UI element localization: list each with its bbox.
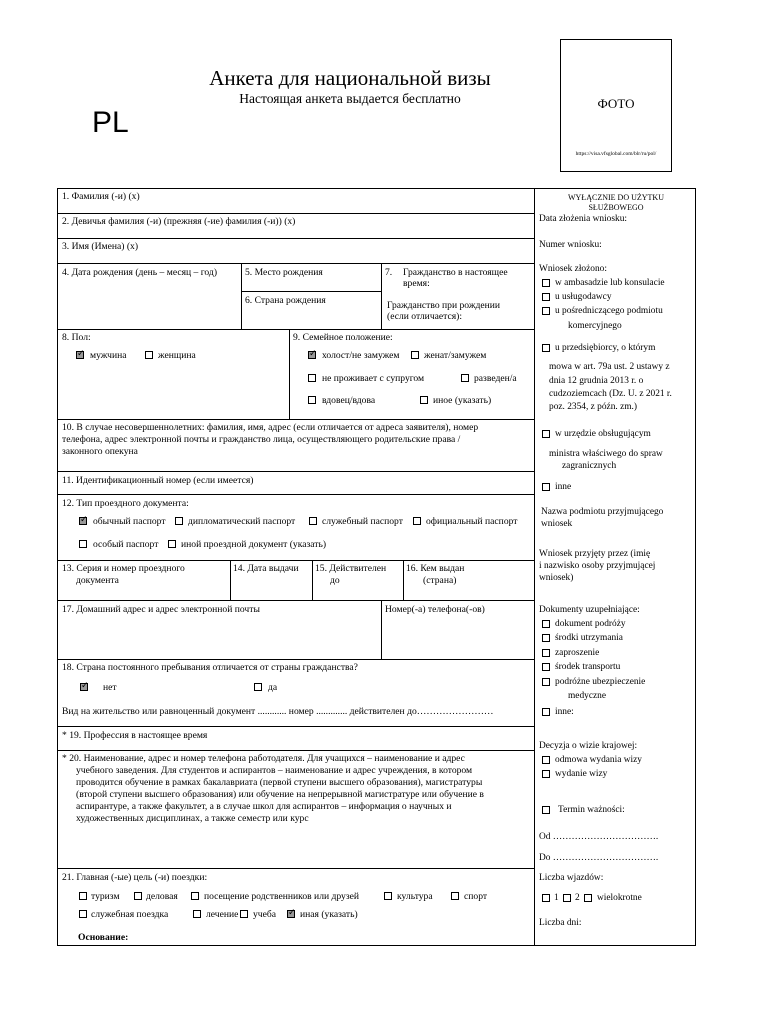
entries-1-checkbox[interactable]: [542, 894, 550, 902]
purpose-sport-checkbox[interactable]: [451, 892, 459, 900]
doc-invitation-checkbox[interactable]: [542, 649, 550, 657]
marital-married-checkbox[interactable]: [411, 351, 419, 359]
purpose-culture-checkbox[interactable]: [384, 892, 392, 900]
validity-from: Od …………………………….: [539, 832, 659, 842]
entries-multi-checkbox[interactable]: [584, 894, 592, 902]
purpose-official-label: служебная поездка: [91, 909, 169, 920]
doc-transport-checkbox[interactable]: [542, 663, 550, 671]
residence-yes-label: да: [268, 682, 278, 693]
filed-office-label: w urzędzie obsługującym: [555, 429, 651, 439]
field-9-marital-status: 9. Семейное положение:: [293, 332, 393, 343]
entries-label: Liczba wjazdów:: [539, 873, 604, 883]
law-line-2: dnia 12 grudnia 2013 r. o: [549, 376, 644, 386]
purpose-official-checkbox[interactable]: [79, 910, 87, 918]
field-21-purpose: 21. Главная (-ые) цель (-и) поездки:: [62, 872, 208, 883]
field-12-doc-type: 12. Тип проездного документа:: [62, 498, 189, 509]
law-line-3: cudzoziemcach (Dz. U. z 2021 r.: [549, 389, 672, 399]
photo-box: [560, 39, 672, 172]
purpose-business-checkbox[interactable]: [134, 892, 142, 900]
filed-office-checkbox[interactable]: [542, 430, 550, 438]
entries-2-checkbox[interactable]: [563, 894, 571, 902]
field-17-address: 17. Домашний адрес и адрес электронной почты: [62, 604, 260, 615]
doc-service-checkbox[interactable]: [309, 517, 317, 525]
purpose-other-checkbox[interactable]: [287, 910, 295, 918]
accepted-line-2: i nazwisko osoby przyjmującej: [539, 561, 656, 571]
field-20-line1: * 20. Наименование, адрес и номер телефона работодателя. Для учащихся – наименование и адрес: [62, 753, 465, 764]
doc-special-checkbox[interactable]: [79, 540, 87, 548]
sex-female-checkbox[interactable]: [145, 351, 153, 359]
residence-yes-checkbox[interactable]: [254, 683, 262, 691]
field-8-sex: 8. Пол:: [62, 332, 91, 343]
field-20-line3: проводится обучение в рамках бакалавриата (первой ступени высшего образования), магистратуры: [76, 777, 483, 788]
entries-multi-label: wielokrotne: [597, 893, 642, 903]
photo-url: https://visa.vfsglobal.com/blr/ru/pol/: [575, 151, 657, 157]
field-7-citizenship-cont: время:: [403, 278, 430, 289]
field-18-residence: 18. Страна постоянного пребывания отличается от страны гражданства?: [62, 662, 358, 673]
purpose-study-checkbox[interactable]: [240, 910, 248, 918]
purpose-treatment-label: лечение: [206, 909, 239, 920]
filed-intermediary-label: u pośredniczącego podmiotu: [555, 306, 663, 316]
field-16-issued-by: 16. Кем выдан: [406, 563, 465, 574]
field-6-birth-country: 6. Страна рождения: [245, 295, 326, 306]
purpose-treatment-checkbox[interactable]: [193, 910, 201, 918]
doc-travel-checkbox[interactable]: [542, 620, 550, 628]
sidebar-filed: Wniosek złożono:: [539, 264, 607, 274]
residence-no-checkbox[interactable]: [80, 683, 88, 691]
law-line-1: mowa w art. 79a ust. 2 ustawy z: [549, 362, 670, 372]
filed-entrepreneur-label: u przedsiębiorcy, o którym: [555, 343, 656, 353]
purpose-culture-label: культура: [397, 891, 433, 902]
field-10-line2: телефона, адрес электронной почты и гражданство лица, осуществляющего родительские права /: [62, 434, 461, 445]
decision-issued-label: wydanie wizy: [555, 769, 608, 779]
filed-embassy-label: w ambasadzie lub konsulacie: [555, 278, 665, 288]
law-line-4: poz. 2354, z późn. zm.): [549, 402, 637, 412]
field-19-occupation: * 19. Профессия в настоящее время: [62, 730, 208, 741]
filed-intermediary-checkbox[interactable]: [542, 307, 550, 315]
sidebar-number: Numer wniosku:: [539, 240, 602, 250]
purpose-study-label: учеба: [253, 909, 277, 920]
purpose-tourism-checkbox[interactable]: [79, 892, 87, 900]
validity-to: Do …………………………….: [539, 853, 659, 863]
doc-means-checkbox[interactable]: [542, 634, 550, 642]
form-subtitle: Настоящая анкета выдается бесплатно: [239, 91, 461, 106]
field-14-issue-date: 14. Дата выдачи: [233, 563, 299, 574]
purpose-tourism-label: туризм: [91, 891, 120, 902]
filed-entrepreneur-checkbox[interactable]: [542, 344, 550, 352]
sex-male-label: мужчина: [90, 350, 127, 361]
doc-official-label: официальный паспорт: [426, 516, 518, 527]
marital-divorced-label: разведен/а: [474, 373, 517, 384]
decision-issued-checkbox[interactable]: [542, 770, 550, 778]
decision-refusal-label: odmowa wydania wizy: [555, 755, 642, 765]
filed-other-checkbox[interactable]: [542, 483, 550, 491]
doc-ordinary-label: обычный паспорт: [93, 516, 166, 527]
field-7-number: 7.: [385, 267, 393, 278]
decision-refusal-checkbox[interactable]: [542, 756, 550, 764]
doc-insurance-label: podróżne ubezpieczenie: [555, 677, 646, 687]
sidebar-title-1: WYŁĄCZNIE DO UŻYTKU: [568, 193, 664, 202]
purpose-other-label: иная (указать): [300, 909, 358, 920]
doc-other-side-label: inne:: [555, 707, 574, 717]
form-title: Анкета для национальной визы: [209, 66, 491, 90]
purpose-sport-label: спорт: [464, 891, 488, 902]
field-16-issued-by-cont: (страна): [423, 575, 457, 586]
field-13-doc-number-cont: документа: [76, 575, 119, 586]
application-form: [57, 188, 696, 946]
filed-provider-label: u usługodawcy: [555, 292, 612, 302]
doc-diplomatic-checkbox[interactable]: [175, 517, 183, 525]
entries-2-label: 2: [575, 893, 580, 903]
doc-travel-label: dokument podróży: [555, 619, 626, 629]
field-11-id-number: 11. Идентификационный номер (если имеется): [62, 475, 254, 486]
sex-male-checkbox[interactable]: [76, 351, 84, 359]
filed-intermediary-cont: komercyjnego: [568, 321, 622, 331]
field-7-citizenship: Гражданство в настоящее: [403, 267, 508, 278]
field-15-valid-until: 15. Действителен: [315, 563, 387, 574]
filed-provider-checkbox[interactable]: [542, 293, 550, 301]
sidebar-divider: [534, 189, 535, 946]
country-code: PL: [92, 106, 129, 139]
doc-other-side-checkbox[interactable]: [542, 708, 550, 716]
field-10-line1: 10. В случае несовершеннолетних: фамилия, имя, адрес (если отличается от адреса заявителя), номер: [62, 422, 479, 433]
field-1-surname: 1. Фамилия (-и) (x): [62, 191, 140, 202]
sex-female-label: женщина: [158, 350, 196, 361]
field-2-maiden-name: 2. Девичья фамилия (-и) (прежняя (-ие) фамилия (-и)) (x): [62, 216, 296, 227]
marital-married-label: женат/замужем: [424, 350, 487, 361]
marital-other-checkbox[interactable]: [420, 396, 428, 404]
marital-widow-checkbox[interactable]: [308, 396, 316, 404]
days-label: Liczba dni:: [539, 918, 582, 928]
field-17-phone: Номер(-а) телефона(-ов): [385, 604, 485, 615]
doc-ordinary-checkbox[interactable]: [79, 517, 87, 525]
marital-separated-checkbox[interactable]: [308, 374, 316, 382]
entries-1-label: 1: [554, 893, 559, 903]
doc-invitation-label: zaproszenie: [555, 648, 600, 658]
validity-label: Termin ważności:: [558, 805, 625, 815]
field-20-line5: аспирантуре, а также факультет, а в случае школ для аспирантов – информация о научных и: [76, 801, 452, 812]
field-7-citizenship-birth-cont: (если отличается):: [387, 311, 462, 322]
field-3-first-name: 3. Имя (Имена) (x): [62, 241, 139, 252]
doc-service-label: служебный паспорт: [322, 516, 403, 527]
accepted-line-3: wniosek): [539, 573, 574, 583]
photo-label: ФОТО: [597, 96, 635, 111]
purpose-basis-label: Основание:: [78, 932, 129, 943]
purpose-business-label: деловая: [146, 891, 178, 902]
purpose-visit-label: посещение родственников или друзей: [204, 891, 360, 902]
doc-insurance-cont: medyczne: [568, 691, 606, 701]
doc-special-label: особый паспорт: [93, 539, 159, 550]
decision-label: Decyzja o wizie krajowej:: [539, 741, 638, 751]
field-13-doc-number: 13. Серия и номер проездного: [62, 563, 185, 574]
doc-other-checkbox[interactable]: [168, 540, 176, 548]
doc-official-checkbox[interactable]: [413, 517, 421, 525]
minister-line-1: ministra właściwego do spraw: [549, 449, 663, 459]
entity-name: Nazwa podmiotu przyjmującego: [541, 507, 664, 517]
field-10-line3: законного опекуна: [62, 446, 138, 457]
filed-embassy-checkbox[interactable]: [542, 279, 550, 287]
field-4-birth-date: 4. Дата рождения (день – месяц – год): [62, 267, 218, 278]
field-20-line4: (второй ступени высшего образования) или обучение на непрерывной магистратуре или обучение в: [76, 789, 484, 800]
docs-label: Dokumenty uzupełniające:: [539, 605, 640, 615]
accepted-line-1: Wniosek przyjęty przez (imię: [539, 549, 651, 559]
purpose-visit-checkbox[interactable]: [191, 892, 199, 900]
doc-other-label: иной проездной документ (указать): [181, 539, 327, 550]
field-20-line6: художественных дисциплинах, а также семестр или курс: [76, 813, 309, 824]
field-15-valid-until-cont: до: [330, 575, 340, 586]
sidebar-date-filed: Data złożenia wniosku:: [539, 214, 627, 224]
sidebar-title-2: SŁUŻBOWEGO: [588, 203, 644, 212]
marital-single-label: холост/не замужем: [322, 350, 400, 361]
marital-divorced-checkbox[interactable]: [461, 374, 469, 382]
entity-name-cont: wniosek: [541, 519, 573, 529]
validity-checkbox[interactable]: [542, 806, 550, 814]
marital-widow-label: вдовец/вдова: [322, 395, 376, 406]
marital-other-label: иное (указать): [433, 395, 492, 406]
marital-single-checkbox[interactable]: [308, 351, 316, 359]
doc-transport-label: środek transportu: [555, 662, 621, 672]
residence-no-label: нет: [103, 682, 117, 693]
marital-separated-label: не проживает с супругом: [322, 373, 425, 384]
doc-diplomatic-label: дипломатический паспорт: [188, 516, 296, 527]
doc-means-label: środki utrzymania: [555, 633, 623, 643]
field-7-citizenship-birth: Гражданство при рождении: [387, 300, 500, 311]
doc-insurance-checkbox[interactable]: [542, 678, 550, 686]
field-18-permit: Вид на жительство или равноценный документ ............ номер ............. действителен до……………………: [62, 706, 494, 717]
field-20-line2: учебного заведения. Для студентов и аспирантов – наименование и адрес учреждения, в котором: [76, 765, 473, 776]
filed-other-label: inne: [555, 482, 572, 492]
field-5-birth-place: 5. Место рождения: [245, 267, 323, 278]
minister-line-2: zagranicznych: [562, 461, 617, 471]
